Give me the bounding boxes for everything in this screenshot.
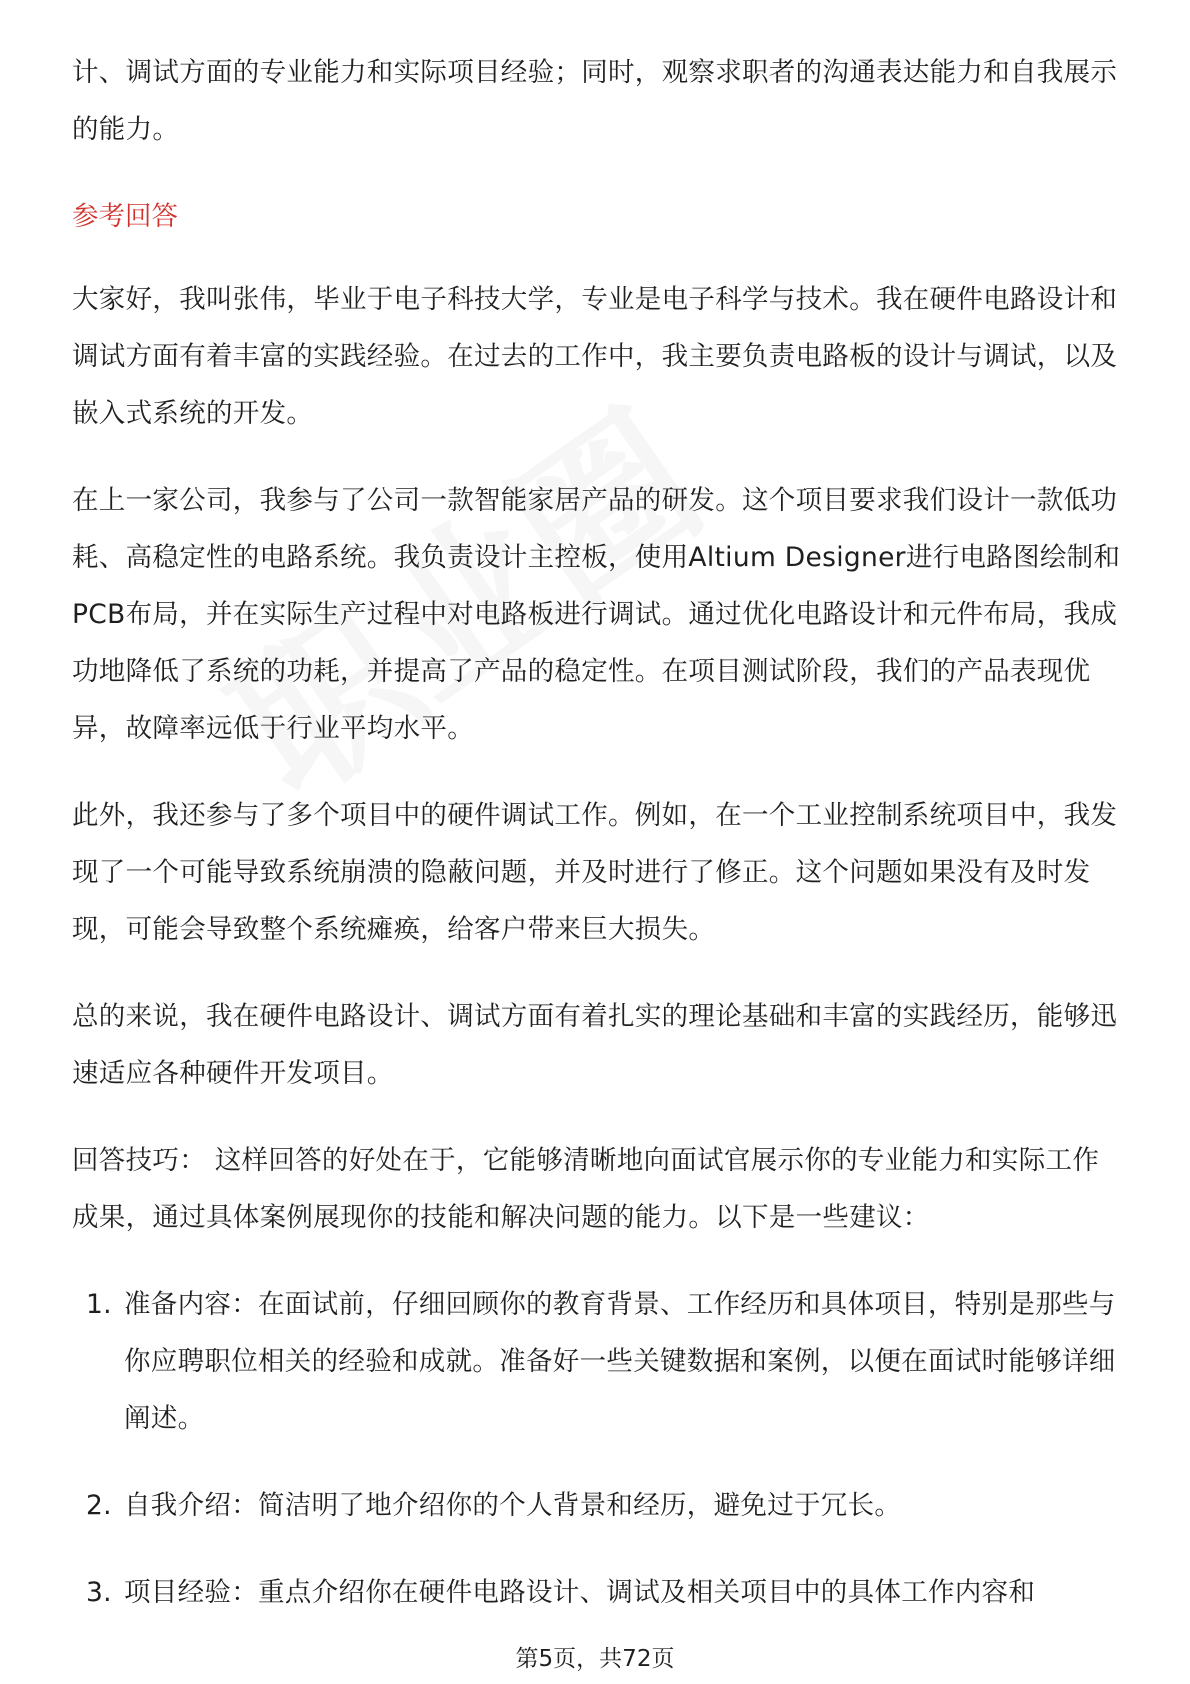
answer-paragraph-2: 在上一家公司，我参与了公司一款智能家居产品的研发。这个项目要求我们设计一款低功耗、高稳定性的电路系统。我负责设计主控板，使用Altium Designer进行电路图绘制和PCB布局，并在实际生产过程中对电路板进行调试。通过优化电路设计和元件布局，我成功地降低了系统的功耗，并提高了产品的稳定性。在项目测试阶段，我们的产品表现优异，故障率远低于行业平均水平。	[72, 485, 1121, 744]
list-item-number: 1.	[86, 1289, 112, 1320]
answer-paragraph-3: 此外，我还参与了多个项目中的硬件调试工作。例如，在一个工业控制系统项目中，我发现了一个可能导致系统崩溃的隐蔽问题，并及时进行了修正。这个问题如果没有及时发现，可能会导致整个系统瘫痪，给客户带来巨大损失。	[72, 800, 1118, 945]
list-item-number: 2.	[86, 1490, 112, 1521]
list-item	[72, 1564, 1122, 1621]
list-item	[72, 1276, 1122, 1447]
section-heading: 参考回答	[72, 201, 178, 232]
list-item-number: 3.	[86, 1577, 112, 1608]
list-item-text: 项目经验：重点介绍你在硬件电路设计、调试及相关项目中的具体工作内容和	[124, 1577, 1036, 1608]
answer-paragraph-4: 总的来说，我在硬件电路设计、调试方面有着扎实的理论基础和丰富的实践经历，能够迅速适应各种硬件开发项目。	[72, 1001, 1118, 1089]
answer-paragraph-1: 大家好，我叫张伟，毕业于电子科技大学，专业是电子科学与技术。我在硬件电路设计和调试方面有着丰富的实践经验。在过去的工作中，我主要负责电路板的设计与调试，以及嵌入式系统的开发。	[72, 284, 1118, 429]
page-footer: 第5页，共72页	[515, 1646, 675, 1672]
intro-paragraph: 计、调试方面的专业能力和实际项目经验；同时，观察求职者的沟通表达能力和自我展示的能力。	[72, 57, 1118, 145]
list-item-text: 自我介绍：简洁明了地介绍你的个人背景和经历，避免过于冗长。	[124, 1490, 902, 1521]
list-item-text: 准备内容：在面试前，仔细回顾你的教育背景、工作经历和具体项目，特别是那些与你应聘职位相关的经验和成就。准备好一些关键数据和案例，以便在面试时能够详细阐述。	[124, 1289, 1116, 1434]
tips-list	[72, 1276, 1122, 1621]
tips-intro-paragraph: 回答技巧： 这样回答的好处在于，它能够清晰地向面试官展示你的专业能力和实际工作成果，通过具体案例展现你的技能和解决问题的能力。以下是一些建议：	[72, 1145, 1100, 1233]
list-item	[72, 1477, 1122, 1534]
document-page	[72, 44, 1122, 1651]
